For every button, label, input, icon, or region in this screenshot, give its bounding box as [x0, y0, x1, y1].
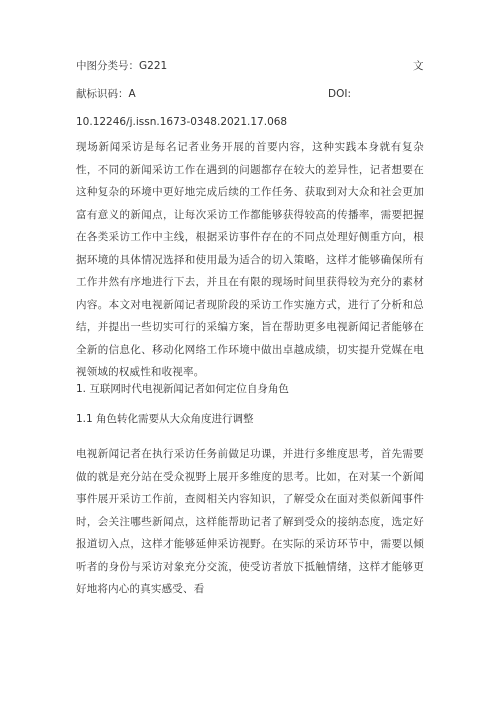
classification-number: 中图分类号：G221 — [76, 60, 168, 72]
doi-label: DOI: — [328, 88, 351, 100]
wen-fragment: 文 — [413, 60, 424, 72]
intro-paragraph: 现场新闻采访是每名记者业务开展的首要内容，这种实践本身就有复杂性，不同的新闻采访工作在遇到的问题都存在较大的差异性，记者想要在这种复杂的环境中更好地完成后续的工作任务、获取到对大众和社会更加富有意义的新闻点，让每次采访工作都能够获得较高的传播率，需要把握在各类采访工作中主线，根据采访事件存在的不同点处理好侧重方向，根据环境的具体情况选择和使用最为适合的切入策略，这样才能够确保所有工作井然有序地进行下去，并且在有限的现场时间里获得较为充分的素材内容。本文对电视新闻记者现阶段的采访工作实施方式，进行了分析和总结，并提出一些切实可行的采编方案，旨在帮助更多电视新闻记者能够在全新的信息化、移动化网络工作环境中做出卓越成绩，切实提升党媒在电视领域的权威性和收视率。 — [76, 141, 424, 378]
document-code: 献标识码：A — [76, 88, 136, 100]
section-1-1-paragraph: 电视新闻记者在执行采访任务前做足功课，并进行多维度思考，首先需要做的就是充分站在受众视野上展开多维度的思考。比如，在对某一个新闻事件展开采访工作前，查阅相关内容知识，了解受众在面对类似新闻事件时，会关注哪些新闻点，这样能帮助记者了解到受众的接纳态度，选定好报道切入点，这样才能够延伸采访视野。在实际的采访环节中，需要以倾听者的身份与采访对象充分交流，使受访者放下抵触情绪，这样才能够更好地将内心的真实感受、看 — [76, 448, 424, 595]
section-1-1-heading: 1.1 角色转化需要从大众角度进行调整 — [76, 413, 254, 425]
doi-value: 10.12246/j.issn.1673-0348.2021.17.068 — [76, 116, 288, 128]
section-1-heading: 1. 互联网时代电视新闻记者如何定位自身角色 — [76, 383, 289, 395]
